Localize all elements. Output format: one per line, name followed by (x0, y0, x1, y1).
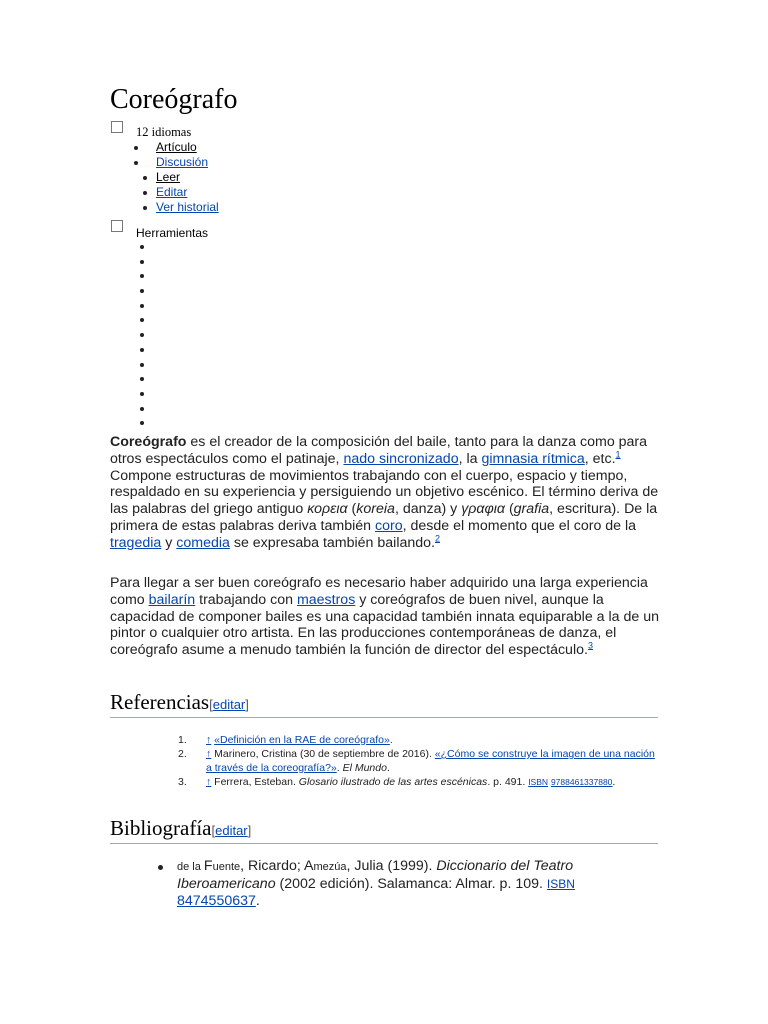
text: trabajando con (195, 591, 297, 608)
greek-word-2: γραφια (461, 501, 505, 518)
text: , la (458, 450, 482, 467)
tools-toggle-checkbox[interactable] (111, 220, 123, 232)
translit-2: grafia (513, 501, 550, 518)
text: , etc. (584, 450, 616, 467)
text: . p. 491. (487, 776, 529, 788)
link-nado-sincronizado[interactable]: nado sincronizado (343, 450, 459, 467)
bibliography-title: Bibliografía (110, 816, 212, 840)
backlink-arrow[interactable]: ↑ (206, 734, 212, 746)
references-heading (110, 690, 658, 718)
ref-marker-3[interactable]: 3 (587, 640, 593, 651)
isbn-label-link[interactable]: ISBN (528, 777, 549, 787)
view-item-edit (133, 185, 219, 200)
languages-toggle-checkbox[interactable] (111, 121, 123, 133)
text: . (389, 734, 393, 746)
page-views-list (133, 140, 219, 215)
page-title: Coreógrafo (110, 84, 238, 115)
references-list (178, 733, 658, 789)
reference-number: 1. (178, 734, 187, 746)
bibliography-list (110, 858, 650, 909)
link-comedia[interactable]: comedia (176, 534, 230, 551)
ref-marker-2[interactable]: 2 (434, 533, 440, 544)
text: es el creador de la composición del baile, tanto para la danza como para otros espectáculos como el patinaje, (110, 434, 648, 467)
translit-1: koreia (356, 501, 395, 518)
view-link-talk[interactable]: Discusión (156, 155, 209, 169)
edit-references-link[interactable]: editar (212, 697, 246, 712)
text: Marinero, Cristina (30 de septiembre de 2016). (211, 748, 435, 760)
link-coro[interactable]: coro (374, 517, 403, 534)
reference-item (178, 775, 658, 789)
backlink-arrow[interactable]: ↑ (206, 776, 212, 788)
link-tragedia[interactable]: tragedia (110, 534, 162, 551)
link-maestros[interactable]: maestros (296, 591, 356, 608)
text: , Julia (1999). (346, 858, 437, 874)
view-link-history[interactable]: Ver historial (156, 200, 219, 214)
text: (2002 edición). Salamanca: Almar. p. 109. (275, 875, 547, 892)
isbn-link[interactable]: 9788461337880 (550, 777, 613, 787)
bibliography-heading (110, 816, 658, 844)
view-item-article (133, 140, 219, 155)
article-paragraph-2 (110, 575, 665, 659)
bracket: ] (245, 697, 249, 712)
reference-item (178, 733, 658, 747)
text: . (386, 762, 390, 774)
text: Compone estructuras de movimientos trabajando con el cuerpo, espacio y tiempo, respaldado en su experiencia y persiguiendo un objetivo escénico. El término deriva de las palabras del griego antiguo (110, 467, 659, 518)
reference-item (178, 747, 658, 775)
edit-bibliography-link[interactable]: editar (215, 823, 248, 838)
text: , danza) y (394, 501, 462, 518)
link-bailarin[interactable]: bailarín (148, 591, 196, 608)
text: , desde el momento que el coro de la (402, 517, 637, 534)
reference-number: 3. (178, 776, 187, 788)
bibliography-item (110, 858, 650, 909)
view-item-talk (133, 155, 219, 170)
reference-number: 2. (178, 748, 187, 760)
view-link-read[interactable]: Leer (156, 170, 181, 184)
isbn-label-link[interactable]: ISBN (546, 876, 575, 891)
tools-label[interactable]: Herramientas (136, 226, 209, 240)
bracket: [ (209, 697, 213, 712)
text: Ferrera, Esteban. (211, 776, 299, 788)
text: . (255, 892, 260, 909)
text: y coreógrafos de buen nivel, aunque la capacidad de componer bailes es una capacidad también innata equiparable a la de un pintor o cualquier otro artista. En las producciones contemporáneas de danza, el coreógrafo asume a menudo también la función de director del espectáculo. (110, 591, 659, 659)
greek-word-1: κορεια (307, 501, 348, 518)
text: de la (177, 861, 204, 873)
view-item-read (133, 170, 219, 185)
book-title: Glosario ilustrado de las artes escénicas (298, 776, 488, 788)
isbn-link[interactable]: 8474550637 (177, 892, 256, 909)
ref-marker-1[interactable]: 1 (615, 449, 621, 460)
article-paragraph-1 (110, 434, 665, 552)
lead-term: Coreógrafo (110, 434, 187, 450)
text: . (336, 762, 343, 774)
languages-count[interactable]: 12 idiomas (136, 125, 192, 139)
text: F (203, 858, 213, 874)
link-gimnasia-ritmica[interactable]: gimnasia rítmica (481, 450, 585, 467)
text: Para llegar a ser buen coreógrafo es necesario haber adquirido una larga experiencia como (110, 575, 648, 608)
reference-link[interactable]: «Definición en la RAE de coreógrafo» (214, 734, 390, 746)
text: uente (212, 861, 241, 873)
text: , Ricardo; (240, 858, 304, 874)
backlink-arrow[interactable]: ↑ (206, 748, 212, 760)
text: se expresaba también bailando. (229, 534, 435, 551)
view-item-history (133, 200, 219, 215)
edit-section-link-wrapper (211, 823, 251, 838)
text: . (612, 776, 616, 788)
references-title: Referencias (110, 690, 210, 714)
book-title: Diccionario del Teatro Iberoamericano (177, 858, 574, 892)
publication-name: El Mundo (342, 762, 387, 774)
text: y (161, 534, 177, 551)
view-link-edit[interactable]: Editar (156, 185, 188, 199)
bracket: [ (211, 823, 216, 838)
reference-link[interactable]: «¿Cómo se construye la imagen de una nación a través de la coreografía?» (206, 748, 655, 774)
bracket: ] (247, 823, 252, 838)
edit-section-link-wrapper (209, 697, 249, 712)
text: ( (505, 501, 514, 518)
text: , escritura). De la primera de estas palabras deriva también (110, 501, 658, 534)
text: A (304, 858, 314, 874)
text: mezúa (313, 861, 347, 873)
text: ( (347, 501, 357, 518)
view-link-article[interactable]: Artículo (156, 140, 197, 154)
